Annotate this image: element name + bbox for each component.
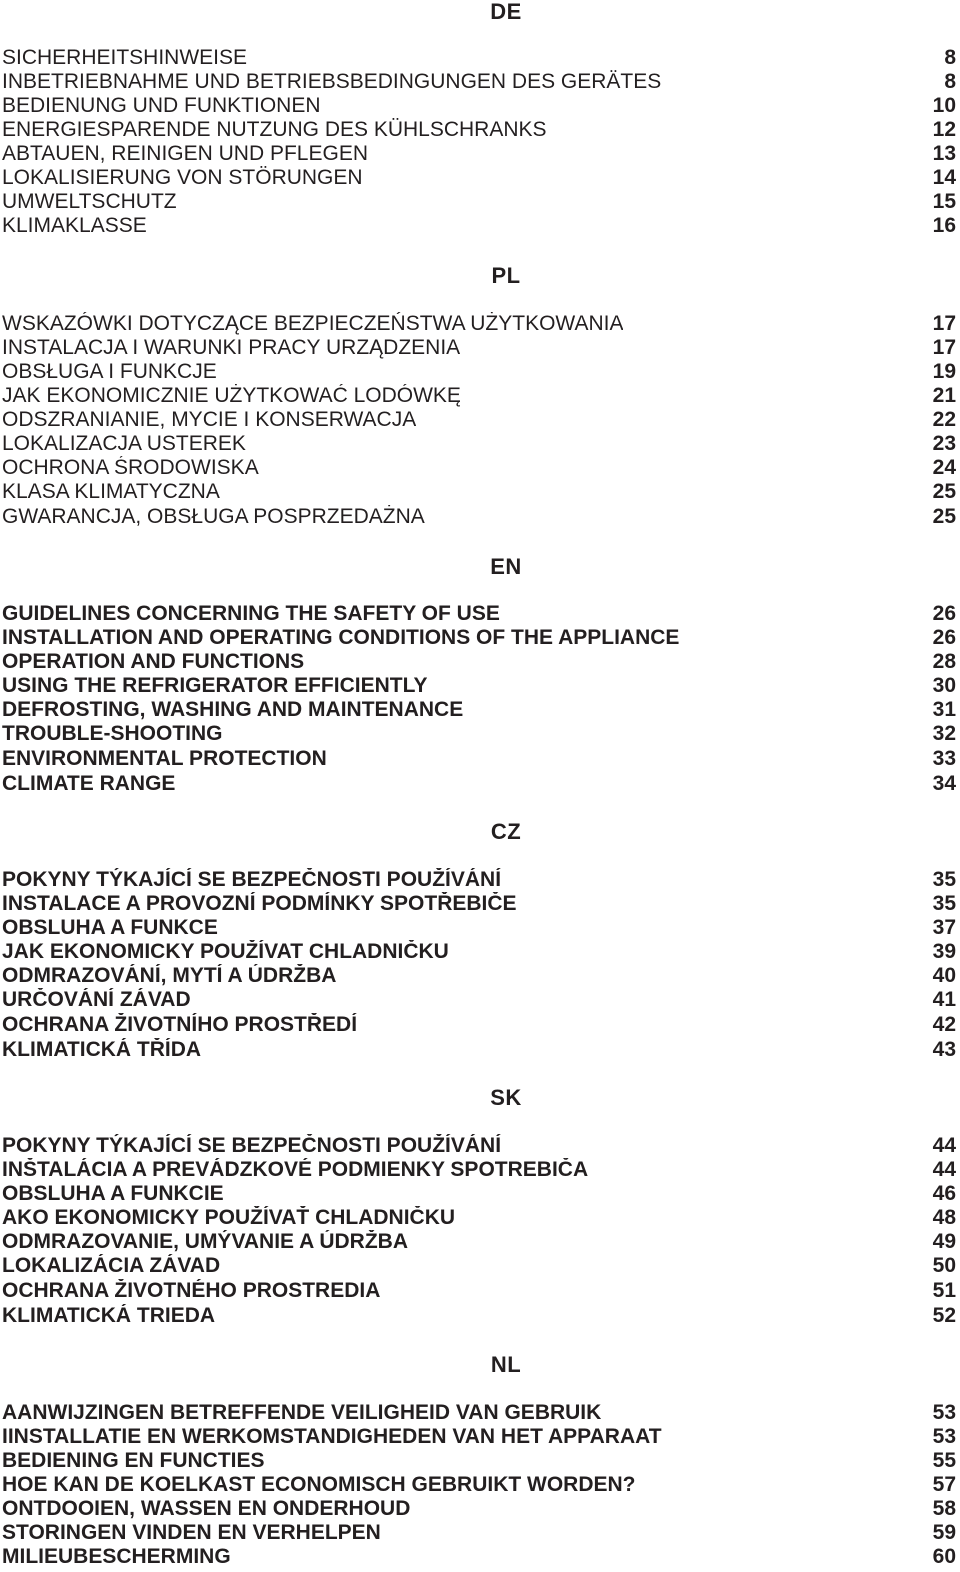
toc-entry: [2, 674, 956, 698]
toc-entry-page: 12: [932, 118, 956, 141]
toc-entry: [2, 1279, 956, 1303]
toc-entry-title: POKYNY TÝKAJÍCÍ SE BEZPEČNOSTI POUŽÍVÁNÍ: [2, 1134, 502, 1157]
toc-entry-page: 40: [932, 964, 956, 987]
section-heading-en: EN: [490, 554, 522, 579]
toc-entry-page: 57: [932, 1473, 956, 1496]
toc-entry: [2, 1449, 956, 1473]
toc-entry: [2, 1206, 956, 1230]
toc-entry: [2, 190, 956, 214]
toc-entry-title: AKO EKONOMICKY POUŽÍVAŤ CHLADNIČKU: [2, 1206, 456, 1229]
toc-entry-title: LOKALISIERUNG VON STÖRUNGEN: [2, 166, 363, 189]
toc-entry-title: ODSZRANIANIE, MYCIE I KONSERWACJA: [2, 408, 417, 431]
toc-entry-page: 10: [932, 94, 956, 117]
section-heading-sk: SK: [490, 1085, 522, 1110]
toc-entry-page: 55: [932, 1449, 956, 1472]
section-heading-de: DE: [490, 0, 522, 24]
toc-entry-title: GUIDELINES CONCERNING THE SAFETY OF USE: [2, 602, 500, 625]
toc-entry: [2, 892, 956, 916]
toc-entry: [2, 336, 956, 360]
toc-entry-page: 34: [932, 772, 956, 795]
toc-entry-page: 50: [932, 1254, 956, 1277]
toc-entry: [2, 1473, 956, 1497]
toc-entry: [2, 1013, 956, 1037]
toc-entry-title: UMWELTSCHUTZ: [2, 190, 177, 213]
toc-entry-title: KLIMATICKÁ TŘÍDA: [2, 1038, 202, 1061]
toc-entry-page: 35: [932, 868, 956, 891]
toc-entry: [2, 868, 956, 892]
toc-entry-page: 53: [932, 1425, 956, 1448]
toc-entry-title: ONTDOOIEN, WASSEN EN ONDERHOUD: [2, 1497, 411, 1520]
toc-entry-title: OCHRANA ŽIVOTNÉHO PROSTREDIA: [2, 1279, 381, 1302]
toc-entry-title: GWARANCJA, OBSŁUGA POSPRZEDAŻNA: [2, 505, 425, 528]
toc-entry-title: WSKAZÓWKI DOTYCZĄCE BEZPIECZEŃSTWA UŻYTKOWANIA: [2, 312, 624, 335]
toc-entry: [2, 747, 956, 771]
toc-entry-title: KLIMAKLASSE: [2, 214, 147, 237]
toc-entry: [2, 456, 956, 480]
toc-entry: [2, 988, 956, 1012]
toc-entry-title: ODMRAZOVÁNÍ, MYTÍ A ÚDRŽBA: [2, 964, 337, 987]
toc-entry: [2, 940, 956, 964]
toc-entry-title: OBSLUHA A FUNKCIE: [2, 1182, 224, 1205]
toc-entry-page: 44: [932, 1134, 956, 1157]
toc-entry: [2, 312, 956, 336]
toc-entry-title: ODMRAZOVANIE, UMÝVANIE A ÚDRŽBA: [2, 1230, 408, 1253]
toc-entry: [2, 505, 956, 529]
toc-entry-page: 35: [932, 892, 956, 915]
toc-entry-page: 43: [932, 1038, 956, 1061]
toc-entry-page: 48: [932, 1206, 956, 1229]
toc-entry-page: 33: [932, 747, 956, 770]
toc-entry-page: 44: [932, 1158, 956, 1181]
toc-entry-title: HOE KAN DE KOELKAST ECONOMISCH GEBRUIKT WORDEN?: [2, 1473, 636, 1496]
toc-entry-page: 28: [932, 650, 956, 673]
section-heading-pl: PL: [491, 263, 521, 288]
toc-entry-page: 8: [944, 46, 956, 69]
toc-entry-title: USING THE REFRIGERATOR EFFICIENTLY: [2, 674, 428, 697]
toc-entry-page: 25: [932, 505, 956, 528]
toc-entry-title: INSTALACJA I WARUNKI PRACY URZĄDZENIA: [2, 336, 461, 359]
toc-entry-page: 24: [932, 456, 956, 479]
toc-entry-title: MILIEUBESCHERMING: [2, 1545, 231, 1568]
toc-entry-title: AANWIJZINGEN BETREFFENDE VEILIGHEID VAN GEBRUIK: [2, 1401, 602, 1424]
toc-entry: [2, 964, 956, 988]
toc-entry-title: JAK EKONOMICKY POUŽÍVAT CHLADNIČKU: [2, 940, 449, 963]
toc-entry: [2, 772, 956, 796]
toc-entry: [2, 360, 956, 384]
toc-entry: [2, 1134, 956, 1158]
toc-entry-title: OCHRONA ŚRODOWISKA: [2, 456, 259, 479]
toc-entry-page: 53: [932, 1401, 956, 1424]
toc-entry: [2, 408, 956, 432]
toc-entry-title: URČOVÁNÍ ZÁVAD: [2, 988, 191, 1011]
toc-entry-title: POKYNY TÝKAJÍCÍ SE BEZPEČNOSTI POUŽÍVÁNÍ: [2, 868, 502, 891]
toc-entry-title: INŠTALÁCIA A PREVÁDZKOVÉ PODMIENKY SPOTREBIČA: [2, 1158, 589, 1181]
toc-entry-page: 60: [932, 1545, 956, 1568]
toc-entry: [2, 1254, 956, 1278]
toc-entry: [2, 1158, 956, 1182]
toc-entry-title: IINSTALLATIE EN WERKOMSTANDIGHEDEN VAN HET APPARAAT: [2, 1425, 662, 1448]
toc-entry: [2, 1521, 956, 1545]
toc-entry-page: 23: [932, 432, 956, 455]
toc-entry-page: 52: [932, 1304, 956, 1327]
toc-entry-title: ENVIRONMENTAL PROTECTION: [2, 747, 327, 770]
toc-entry-title: INSTALLATION AND OPERATING CONDITIONS OF THE APPLIANCE: [2, 626, 680, 649]
toc-entry-title: STORINGEN VINDEN EN VERHELPEN: [2, 1521, 381, 1544]
toc-entry: [2, 602, 956, 626]
toc-entry: [2, 626, 956, 650]
toc-entry: [2, 722, 956, 746]
toc-entry-page: 8: [944, 70, 956, 93]
toc-entry-page: 26: [932, 626, 956, 649]
toc-entry: [2, 1304, 956, 1328]
toc-entry-page: 32: [932, 722, 956, 745]
toc-entry: [2, 916, 956, 940]
toc-entry: [2, 698, 956, 722]
toc-entry-page: 37: [932, 916, 956, 939]
toc-entry: [2, 1038, 956, 1062]
toc-entry-page: 14: [932, 166, 956, 189]
toc-entry-page: 51: [932, 1279, 956, 1302]
toc-entry: [2, 46, 956, 70]
toc-entry-page: 59: [932, 1521, 956, 1544]
toc-entry: [2, 70, 956, 94]
toc-entry-page: 17: [932, 336, 956, 359]
toc-entry-title: LOKALIZÁCIA ZÁVAD: [2, 1254, 221, 1277]
section-heading-cz: CZ: [490, 819, 522, 844]
toc-entry-title: INSTALACE A PROVOZNÍ PODMÍNKY SPOTŘEBIČE: [2, 892, 517, 915]
toc-entry-title: CLIMATE RANGE: [2, 772, 176, 795]
toc-entry: [2, 1425, 956, 1449]
toc-entry-title: ENERGIESPARENDE NUTZUNG DES KÜHLSCHRANKS: [2, 118, 547, 141]
toc-entry-title: TROUBLE-SHOOTING: [2, 722, 223, 745]
toc-entry-page: 49: [932, 1230, 956, 1253]
toc-entry-title: OBSLUHA A FUNKCE: [2, 916, 218, 939]
toc-entry-page: 58: [932, 1497, 956, 1520]
toc-entry-title: JAK EKONOMICZNIE UŻYTKOWAĆ LODÓWKĘ: [2, 384, 461, 407]
toc-entry-title: KLASA KLIMATYCZNA: [2, 480, 220, 503]
toc-entry-page: 15: [932, 190, 956, 213]
toc-entry-page: 39: [932, 940, 956, 963]
toc-entry-title: LOKALIZACJA USTEREK: [2, 432, 246, 455]
toc-entry-title: INBETRIEBNAHME UND BETRIEBSBEDINGUNGEN DES GERÄTES: [2, 70, 662, 93]
toc-entry: [2, 118, 956, 142]
toc-entry-title: DEFROSTING, WASHING AND MAINTENANCE: [2, 698, 464, 721]
toc-entry-page: 19: [932, 360, 956, 383]
section-heading-nl: NL: [490, 1352, 522, 1377]
toc-entry-title: BEDIENING EN FUNCTIES: [2, 1449, 265, 1472]
toc-entry: [2, 650, 956, 674]
toc-entry-page: 30: [932, 674, 956, 697]
toc-entry-title: SICHERHEITSHINWEISE: [2, 46, 248, 69]
toc-entry-title: OPERATION AND FUNCTIONS: [2, 650, 305, 673]
toc-entry-page: 17: [932, 312, 956, 335]
toc-entry-title: OCHRANA ŽIVOTNÍHO PROSTŘEDÍ: [2, 1013, 358, 1036]
toc-entry-page: 16: [932, 214, 956, 237]
toc-entry: [2, 1401, 956, 1425]
toc-entry-page: 22: [932, 408, 956, 431]
toc-entry: [2, 432, 956, 456]
toc-entry: [2, 166, 956, 190]
toc-entry-page: 26: [932, 602, 956, 625]
toc-entry-title: KLIMATICKÁ TRIEDA: [2, 1304, 216, 1327]
toc-entry-title: BEDIENUNG UND FUNKTIONEN: [2, 94, 321, 117]
toc-entry-page: 13: [932, 142, 956, 165]
toc-entry-page: 21: [932, 384, 956, 407]
toc-entry: [2, 142, 956, 166]
toc-entry: [2, 384, 956, 408]
toc-entry: [2, 1230, 956, 1254]
toc-entry: [2, 480, 956, 504]
toc-entry: [2, 214, 956, 238]
toc-entry: [2, 94, 956, 118]
toc-entry-page: 25: [932, 480, 956, 503]
toc-entry-page: 31: [932, 698, 956, 721]
toc-entry-title: ABTAUEN, REINIGEN UND PFLEGEN: [2, 142, 369, 165]
toc-entry: [2, 1545, 956, 1569]
toc-entry: [2, 1497, 956, 1521]
toc-entry: [2, 1182, 956, 1206]
toc-entry-title: OBSŁUGA I FUNKCJE: [2, 360, 217, 383]
toc-entry-page: 41: [932, 988, 956, 1011]
toc-entry-page: 46: [932, 1182, 956, 1205]
toc-entry-page: 42: [932, 1013, 956, 1036]
